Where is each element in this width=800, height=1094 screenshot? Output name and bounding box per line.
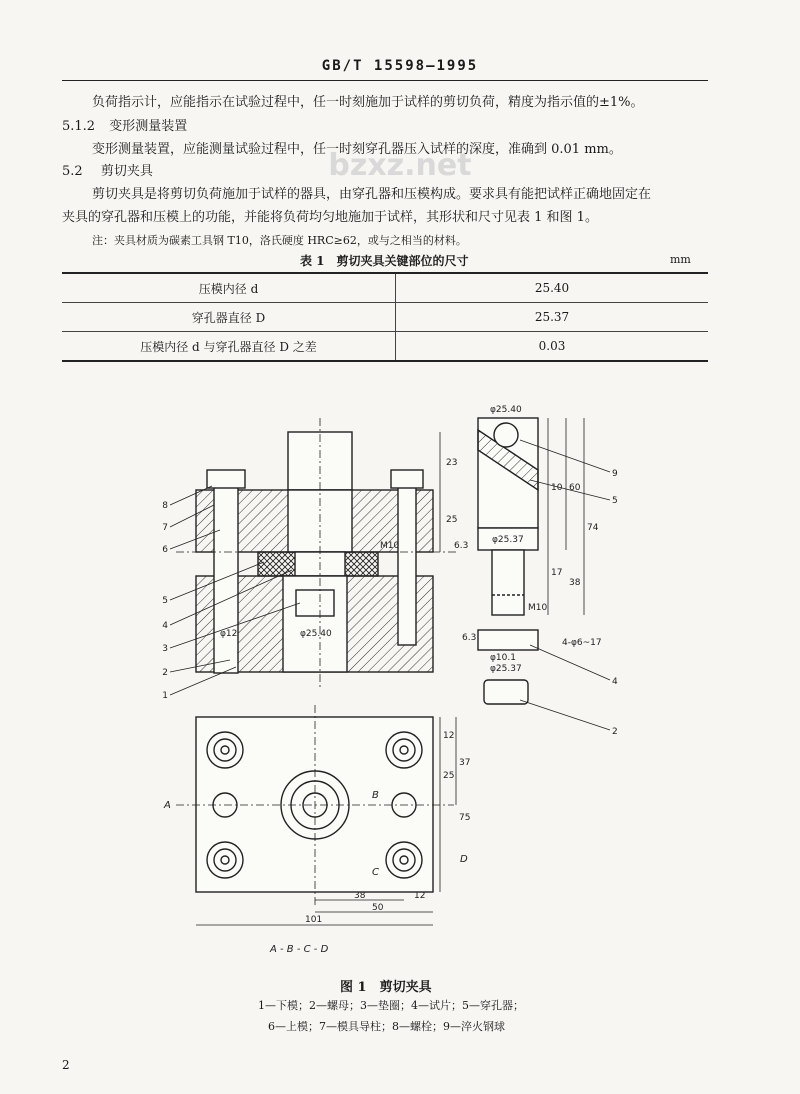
dimension-label: φ25.40: [300, 629, 332, 639]
dimension-label: φ25.37: [492, 535, 524, 545]
callout-number: 6: [162, 545, 168, 555]
dimension-label: 25: [443, 771, 455, 781]
table-cell-label: 穿孔器直径 D: [62, 303, 396, 332]
paragraph-load-indicator: 负荷指示计，应能指示在试验过程中，任一时刻施加于试样的剪切负荷，精度为指示值的±1%。: [92, 95, 644, 110]
dimension-label: 6.3: [454, 541, 469, 551]
dimension-label: 101: [305, 915, 323, 925]
dimension-label: M10: [380, 541, 400, 551]
callout-number: 7: [162, 523, 168, 533]
callout-number: 2: [612, 727, 618, 737]
callout-number: 8: [162, 501, 168, 511]
dimension-label: 6.3: [462, 633, 477, 643]
section-number: 5.2: [62, 164, 83, 179]
bolt: [398, 475, 416, 645]
table-cell-value: 0.03: [396, 332, 709, 362]
dimension-label: 75: [459, 813, 471, 823]
table-unit: mm: [670, 253, 691, 266]
dimension-label: 23: [446, 458, 458, 468]
section-mark: D: [460, 854, 468, 865]
table-cell-label: 压模内径 d 与穿孔器直径 D 之差: [62, 332, 396, 362]
callout-number: 4: [612, 677, 618, 687]
dimension-label: 17: [551, 568, 563, 578]
dimension-label: 12: [414, 891, 426, 901]
page-number: 2: [62, 1058, 70, 1072]
table-cell-label: 压模内径 d: [62, 273, 396, 303]
dimension-label: 37: [459, 758, 471, 768]
section-mark: A: [164, 800, 171, 811]
standard-header: GB/T 15598—1995: [321, 58, 479, 74]
dimension-label: φ25.37: [490, 664, 522, 674]
figure-legend-line2: 6—上模；7—模具导柱；8—螺栓；9—淬火钢球: [268, 1020, 505, 1033]
section-title: 变形测量装置: [109, 119, 188, 134]
paragraph-fixture-b: 夹具的穿孔器和压模上的功能，并能将负荷均匀地施加于试样，其形状和尺寸见表 1 和图 1。: [62, 210, 598, 225]
callout-number: 9: [612, 469, 618, 479]
figure-legend-line1: 1—下模；2—螺母；3—垫圈；4—试片；5—穿孔器；: [258, 999, 524, 1012]
dimension-label: 38: [569, 578, 581, 588]
section-title: 剪切夹具: [100, 164, 153, 179]
dimension-label: φ12: [220, 629, 238, 639]
watermark: bzxz.net: [328, 148, 472, 183]
dimension-label: φ25.40: [490, 405, 522, 415]
figure-caption: 图 1 剪切夹具: [340, 980, 432, 995]
callout-number: 2: [162, 668, 168, 678]
dimension-label: 4-φ6~17: [562, 638, 602, 648]
dimension-label: 50: [372, 903, 384, 913]
section-label: A - B - C - D: [270, 944, 329, 955]
callout-number: 4: [162, 621, 168, 631]
dimension-label: 25: [446, 515, 458, 525]
paragraph-deformation: 变形测量装置，应能测量试验过程中，任一时刻穿孔器压入试样的深度，准确到 0.01 mm。: [92, 142, 622, 157]
table-cell-value: 25.37: [396, 303, 709, 332]
section-number: 5.1.2: [62, 119, 96, 134]
section-view: [176, 418, 458, 690]
dimension-label: 38: [354, 891, 366, 901]
callout-number: 3: [162, 644, 168, 654]
table-cell-value: 25.40: [396, 273, 709, 303]
material-note: 注：夹具材质为碳素工具钢 T10，洛氏硬度 HRC≥62，或与之相当的材料。: [92, 234, 467, 247]
steel-ball: [494, 423, 518, 447]
dimension-label: 12: [443, 731, 455, 741]
paragraph-fixture-a: 剪切夹具是将剪切负荷施加于试样的器具，由穿孔器和压模构成。要求具有能把试样正确地固定在: [92, 187, 652, 202]
section-mark: C: [372, 867, 379, 878]
dimension-label: M10: [528, 603, 548, 613]
callout-number: 5: [612, 496, 618, 506]
callout-number: 5: [162, 596, 168, 606]
callout-number: 1: [162, 691, 168, 701]
table-title: 表 1 剪切夹具关键部位的尺寸: [300, 254, 469, 268]
dimension-label: φ10.1: [490, 653, 516, 663]
specimen-detail: [478, 630, 538, 650]
dimension-label: 74: [587, 523, 599, 533]
dimension-label: 10: [551, 483, 563, 493]
washer: [296, 590, 334, 616]
section-mark: B: [372, 790, 379, 801]
dimension-label: 60: [569, 483, 581, 493]
